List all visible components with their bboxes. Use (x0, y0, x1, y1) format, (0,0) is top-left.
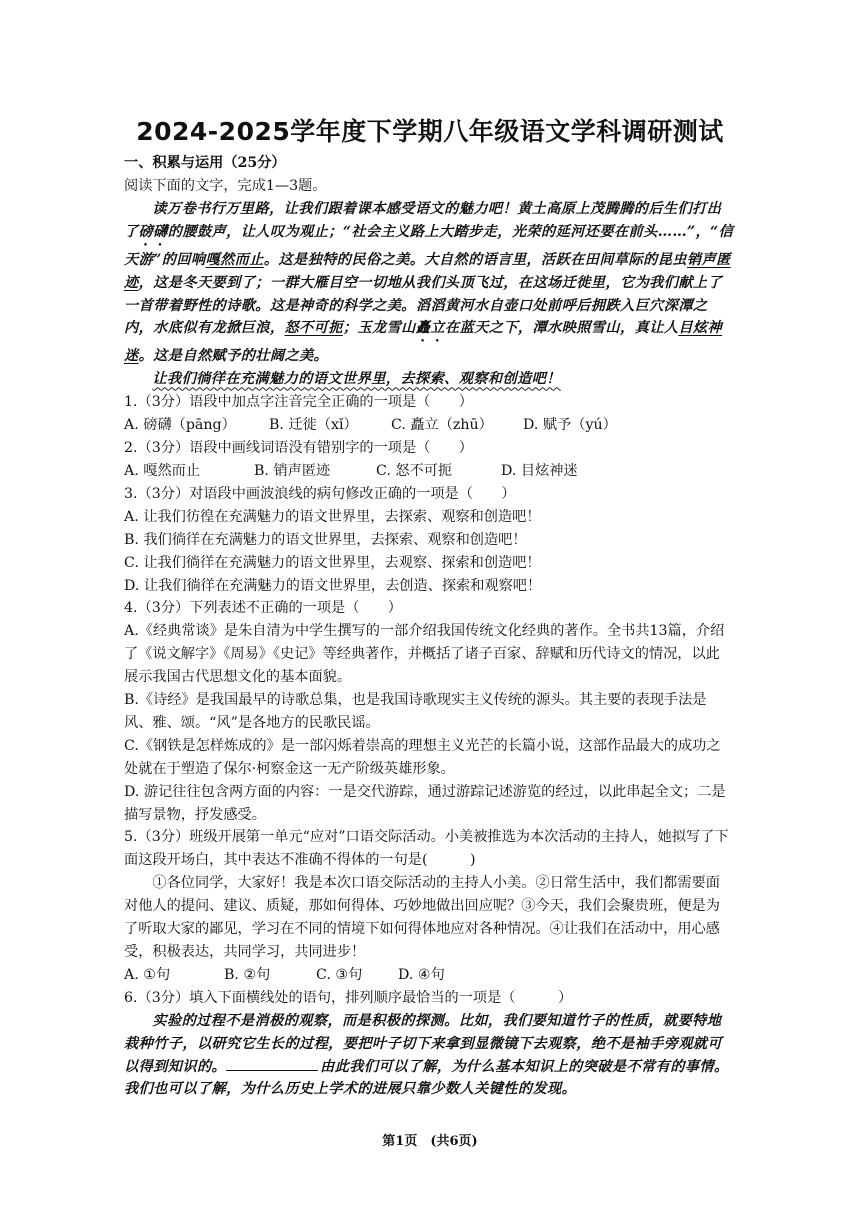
passage-text: ；玉龙雪山 (342, 320, 416, 337)
underlined-word: 目炫神迷 (124, 320, 723, 365)
q4-option-d: D. 游记往往包含两方面的内容：一是交代游踪，通过游踪记述游览的经过，以此串起全文；二是描写景物，抒发感受。 (124, 783, 726, 823)
q1-options (124, 414, 734, 437)
q2-option-c: C. 怒不可扼 (376, 462, 453, 479)
q3-option-c: C. 让我们徜徉在充满魅力的语文世界里，去观察、探索和创造吧！ (124, 554, 541, 571)
q2-option-a: A. 嘎然而止 (124, 462, 201, 479)
q6-passage-text: 实验的过程不是消极的观察，而是积极的探测。比如，我们要知道竹子的性质，就要特地栽种竹子，以研究它生长的过程，要把叶子切下来拿到显微镜下去观察，绝不是袖手旁观就可以得到知识的。 (124, 1012, 723, 1075)
q1-option-d: D. 赋予（yú） (523, 417, 617, 434)
q5-option-b: B. ②句 (224, 966, 271, 983)
q4-stem: 4.（3分）下列表述不正确的一项是（ ） (124, 600, 402, 617)
section-instruction: 阅读下面的文字，完成1—3题。 (124, 177, 327, 194)
dotted-word: 矗立 (415, 320, 445, 337)
q4-option-a: A.《经典常谈》是朱自清为中学生撰写的一部介绍我国传统文化经典的著作。全书共13篇，介绍了《说文解字》《周易》《史记》等经典著作，并概括了诸子百家、辞赋和历代诗文的情况，以此展示我国古代思想文化的基本面貌。 (124, 623, 725, 686)
q4-option-b: B.《诗经》是我国最早的诗歌总集，也是我国诗歌现实主义传统的源头。其主要的表现手法是风、雅、颂。“风”是各地方的民歌民谣。 (124, 692, 707, 731)
q6-passage-text: 由此我们可以了解，为什么基本知识上的突破是不常有的事情。我们也可以了解，为什么历史上学术的进展只靠少数人关键性的发现。 (124, 1058, 729, 1098)
page-footer: 第1页 (共6页) (382, 1134, 478, 1149)
exam-content (124, 152, 734, 1101)
dotted-word: 磅礴 (138, 223, 168, 240)
q3-option-a: A. 让我们彷徨在充满魅力的语文世界里，去探索、观察和创造吧！ (124, 508, 541, 525)
q3-stem: 3.（3分）对语段中画波浪线的病句修改正确的一项是（ ） (124, 485, 516, 502)
q6-stem: 6.（3分）填入下面横线处的语句，排列顺序最恰当的一项是（ ） (124, 989, 573, 1006)
q5-options (124, 964, 734, 987)
q1-option-c: C. 矗立（zhū） (391, 417, 493, 434)
exam-title: 2024-2025学年度下学期八年级语文学科调研测试 (136, 117, 724, 146)
q2-option-b: B. 销声匿迹 (254, 462, 331, 479)
underlined-word: 嘎然而止 (205, 251, 264, 268)
q2-option-d: D. 目炫神迷 (501, 462, 578, 479)
q6-passage (124, 1010, 734, 1102)
passage-text: 的腰鼓声，让人叹为观止；“社会主义路上大踏步走，光荣的延河还要在前头……”，“信天游”的回响 (124, 223, 734, 268)
q3-option-d: D. 让我们徜徉在充满魅力的语文世界里，去创造、探索和观察吧！ (124, 577, 542, 594)
passage-text: 。这是独特的民俗之美。大自然的语言里，活跃在田间草际的昆虫 (263, 251, 687, 268)
q5-stem: 5.（3分）班级开展第一单元“应对”口语交际活动。小美被推选为本次活动的主持人，她拟写了下面这段开场白，其中表达不准确不得体的一句是( ) (124, 829, 729, 869)
passage-text: ，这是冬天要到了；一群大雁目空一切地从我们头顶飞过，在这场迁徙里，它为我们献上了一首带着野性的诗歌。这是神奇的科学之美。滔滔黄河水自壶口处前呼后拥跌入巨穴深潭之内，水底似有龙掀巨浪， (124, 274, 723, 337)
q1-option-a: A. 磅礴（pāng） (124, 417, 236, 434)
reading-passage (124, 198, 734, 369)
fill-in-blank (226, 1056, 318, 1071)
q2-stem: 2.（3分）语段中画线词语没有错别字的一项是（ ） (124, 440, 473, 457)
section-heading: 一、积累与运用（25分） (124, 155, 286, 171)
passage-text: 在蓝天之下，潭水映照雪山，真让人 (444, 320, 679, 337)
q5-option-d: D. ④句 (398, 966, 445, 983)
q1-stem: 1.（3分）语段中加点字注音完全正确的一项是（ ） (124, 394, 473, 411)
q5-option-c: C. ③句 (316, 966, 363, 983)
q1-option-b: B. 迁徙（xǐ） (269, 417, 358, 434)
passage-text: 。这是自然赋予的壮阔之美。 (138, 348, 329, 365)
q2-options (124, 460, 734, 483)
q5-passage: ①各位同学，大家好！我是本次口语交际活动的主持人小美。②日常生活中，我们都需要面对他人的提问、建议、质疑，那如何得体、巧妙地做出回应呢？③今天，我们会聚贵班，便是为了听取大家的鄙见，学习在不同的情境下如何得体地应对各种情况。④让我们在活动中，用心感受，积极表达，共同学习，共同进步！ (124, 875, 720, 960)
wavy-underlined-sentence: 让我们徜徉在充满魅力的语文世界里，去探索、观察和创造吧！ (152, 371, 561, 388)
q4-option-c: C.《钢铁是怎样炼成的》是一部闪烁着崇高的理想主义光芒的长篇小说，这部作品最大的成功之处就在于塑造了保尔·柯察金这一无产阶级英雄形象。 (124, 737, 721, 777)
wavy-sentence (124, 368, 734, 391)
underlined-word: 怒不可扼 (284, 320, 343, 337)
passage-text: 读万卷书行万里路，让我们跟着课本感受语文的魅力吧！黄土高原上茂腾腾的后生们打出了 (124, 200, 722, 240)
q5-option-a: A. ①句 (124, 966, 171, 983)
underlined-word: 销声匿迹 (124, 251, 731, 291)
q3-option-b: B. 我们徜徉在充满魅力的语文世界里，去探索、观察和创造吧！ (124, 531, 527, 548)
